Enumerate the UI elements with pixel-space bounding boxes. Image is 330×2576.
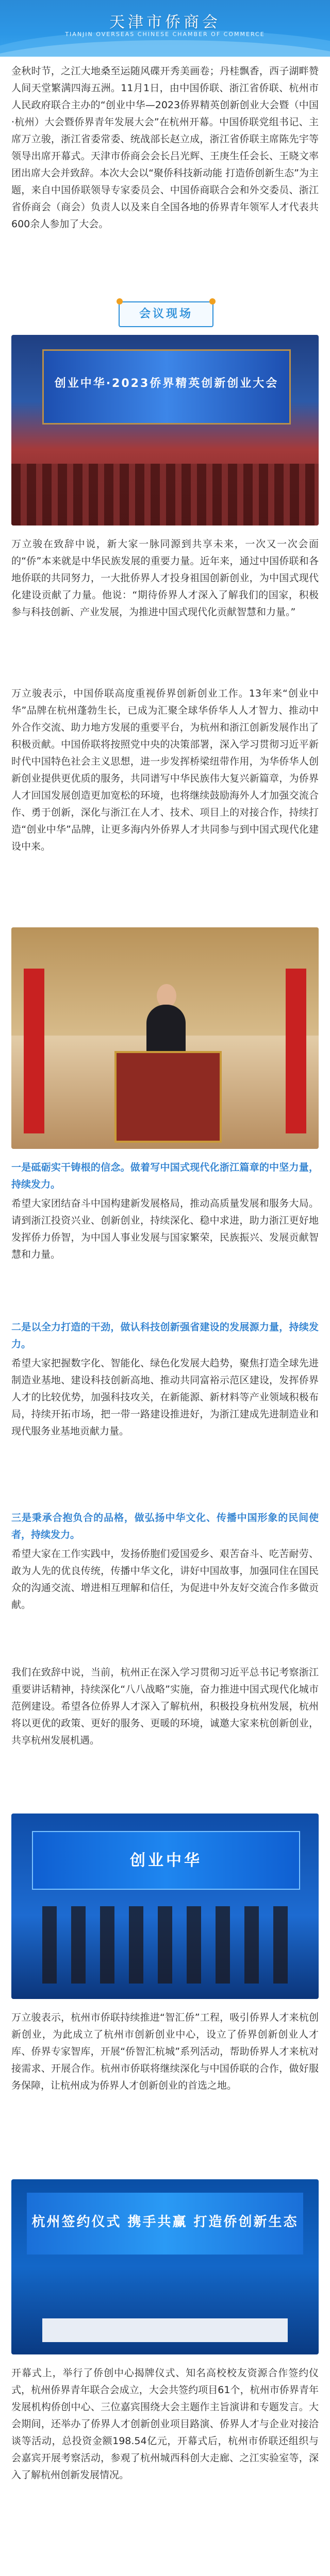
paragraph-4: 希望大家把握数字化、智能化、绿色化发展大趋势，聚焦打造全球先进制造业基地、建设科技创新高地、推动共同富裕示范区建设，发挥侨界人才的比较优势，加强科技攻关，在新能源、新材料等产业领域积极布局，持续开拓市场，把一带一路建设推进好，为浙江建成先进制造业和现代服务业基地贡献力量。 — [11, 1358, 319, 1437]
paragraph-7: 万立骏表示，杭州市侨联持续推进“智汇侨”工程，吸引侨界人才来杭创新创业，为此成立了杭州市创新创业中心，设立了侨界创新创业人才库、侨界专家智库，开展“侨智汇杭城”系列活动，帮助侨界人才来杭对接需求、开展合作。杭州市侨联将继续深化与中国侨联的合作，做好服务保障，让杭州成为侨界人才创新创业的首选之地。 — [11, 2012, 319, 2091]
section-badge-text: 会议现场 — [139, 308, 193, 320]
audience-rows — [11, 464, 319, 526]
paragraph-5: 希望大家在工作实践中，发扬侨胞们爱国爱乡、艰苦奋斗、吃苦耐劳、敢为人先的优良传统，传播中华文化，讲好中国故事，加强同住在国民众的沟通交流、增进相互理解和信任，为促进中外友好交流合作多做贡献。 — [11, 1548, 319, 1611]
stage-screen — [32, 1831, 300, 1890]
banner-subtitle: TIANJIN OVERSEAS CHINESE CHAMBER OF COMMERCE — [65, 31, 265, 38]
heading-1: 一是砥砺实干铸根的信念。做着写中国式现代化浙江篇章的中坚力量，持续发力。 — [11, 1162, 319, 1190]
flag-left — [24, 969, 44, 1133]
paragraph-3: 希望大家团结奋斗中国构建新发展格局，推动高质量发展和服务大局。请到浙江投资兴业、创新创业，持续深化、稳中求进，助力浙江更好地发挥侨力侨智，为中国人事业发展与国家繁荣，民族振兴、发展贡献智慧和力量。 — [11, 1198, 319, 1260]
photo-stage — [11, 1814, 319, 1999]
photo-conference-hall — [11, 335, 319, 526]
paragraph-2: 万立骏表示，中国侨联高度重视侨界创新创业工作。13年来“创业中华”品牌在杭州蓬勃生长，已成为汇聚全球华侨华人人才智力、推动中外合作交流、助力地方发展的重要平台，为杭州和浙江创新发展作出了积极贡献。中国侨联将按照党中央的决策部署，深入学习贯彻习近平新时代中国特色社会主义思想，进一步发挥桥梁纽带作用，为华侨华人创新创业提供更优质的服务，共同谱写中华民族伟大复兴新篇章，为侨界人才回国发展创造更加宽松的环境，也将继续鼓励海外人才加强交流合作、勇于创新，深化与浙江在人才、技术、项目上的对接合作，持续打造“创业中华”品牌，让更多海内外侨界人才共同参与到中国式现代化建设中来。 — [11, 688, 319, 852]
section-badge — [119, 301, 213, 327]
stage-screen — [42, 349, 291, 425]
paragraph-6: 我们在致辞中说，当前，杭州正在深入学习贯彻习近平总书记考察浙江重要讲话精神，持续深化“八八战略”实施，奋力推进中国式现代化城市范例建设。希望各位侨界人才深入了解杭州，积极投身杭州发展，杭州将以更优的政策、更好的服务、更暖的环境，诚邀大家来杭创新创业，共享杭州发展机遇。 — [11, 1667, 319, 1746]
signing-screen-text: 杭州签约仪式 携手共赢 打造侨创新生态 — [31, 2214, 299, 2230]
paragraph-8: 开幕式上，举行了侨创中心揭牌仪式、知名高校校友资源合作签约仪式，杭州侨界青年联合会成立，大会共签约项目61个，杭州市侨界青年发展机构侨创中心、三位嘉宾围绕大会主题作主旨演讲和专题发言。大会期间，还举办了侨界人才创新创业项目路演、侨界人才与企业对接洽谈等活动，总投资金额198.54亿元，开幕式后，杭州市侨联还组织与会嘉宾开展考察活动，参观了杭州城西科创大走廊、之江实验室等，深入了解杭州创新发展情况。 — [11, 2367, 319, 2481]
signing-screen — [27, 2193, 303, 2255]
banner-title: 天津市侨商会 — [109, 13, 221, 31]
signing-table — [42, 2318, 288, 2342]
badge-dot-icon — [117, 298, 123, 304]
heading-3: 三是秉承合抱负合的品格，做弘扬中华文化、传播中国形象的民间使者，持续发力。 — [11, 1512, 319, 1540]
header-banner — [0, 0, 330, 57]
paragraph-1: 万立骏在致辞中说，新大家一脉同源到共享未来，一次又一次会面的“侨”本来就是中华民族发展的重要力量。近年来，通过中国侨联和各地侨联的共同努力，一大批侨界人才投身祖国创新创业，为中国式现代化建设贡献了力量。他说：“期待侨界人才深入了解我们的国家，积极参与科技创新、产业发展，为推进中国式现代化贡献智慧和力量。” — [11, 538, 319, 618]
heading-2: 二是以全力打造的干劲，做认科技创新强省建设的发展源力量，持续发力。 — [11, 1321, 319, 1350]
photo-signing — [11, 2179, 319, 2354]
people-row — [42, 1906, 288, 1984]
intro-paragraph: 金秋时节，之江大地桑至运随风碟开秀美画卷；丹桂飘香，西子湖畔赞人间天堂繁满四海五洲。11月1日，由中国侨联、浙江省侨联、杭州市人民政府联合主办的“创业中华—2023侨界精英创新创业大会暨（中国·杭州）大会暨侨界青年发展大会”在杭州开幕。中国侨联党组书记、主席万立骏，浙江省委常委、统战部长赵立成，浙江省侨联主席陈先宇等领导出席开幕式。天津市侨商会会长吕光辉、王庚生任会长、王晓文率团出席大会并致辞。本次大会以“聚侨科技新动能 打造侨创新生态”为主题，来自中国侨联领导专家委员会、中国侨商联合会和外交委员、浙江省侨商会（商会）负责人以及来自全国各地的侨界青年领军人才代表共600余人参加了大会。 — [11, 65, 319, 230]
stage-screen-text: 创业中华 — [130, 1852, 202, 1870]
stage-screen-text: 创业中华·2023侨界精英创新创业大会 — [54, 377, 279, 390]
badge-dot-icon — [209, 298, 216, 304]
flag-right — [286, 969, 306, 1133]
podium — [114, 1051, 222, 1143]
photo-speech — [11, 927, 319, 1149]
